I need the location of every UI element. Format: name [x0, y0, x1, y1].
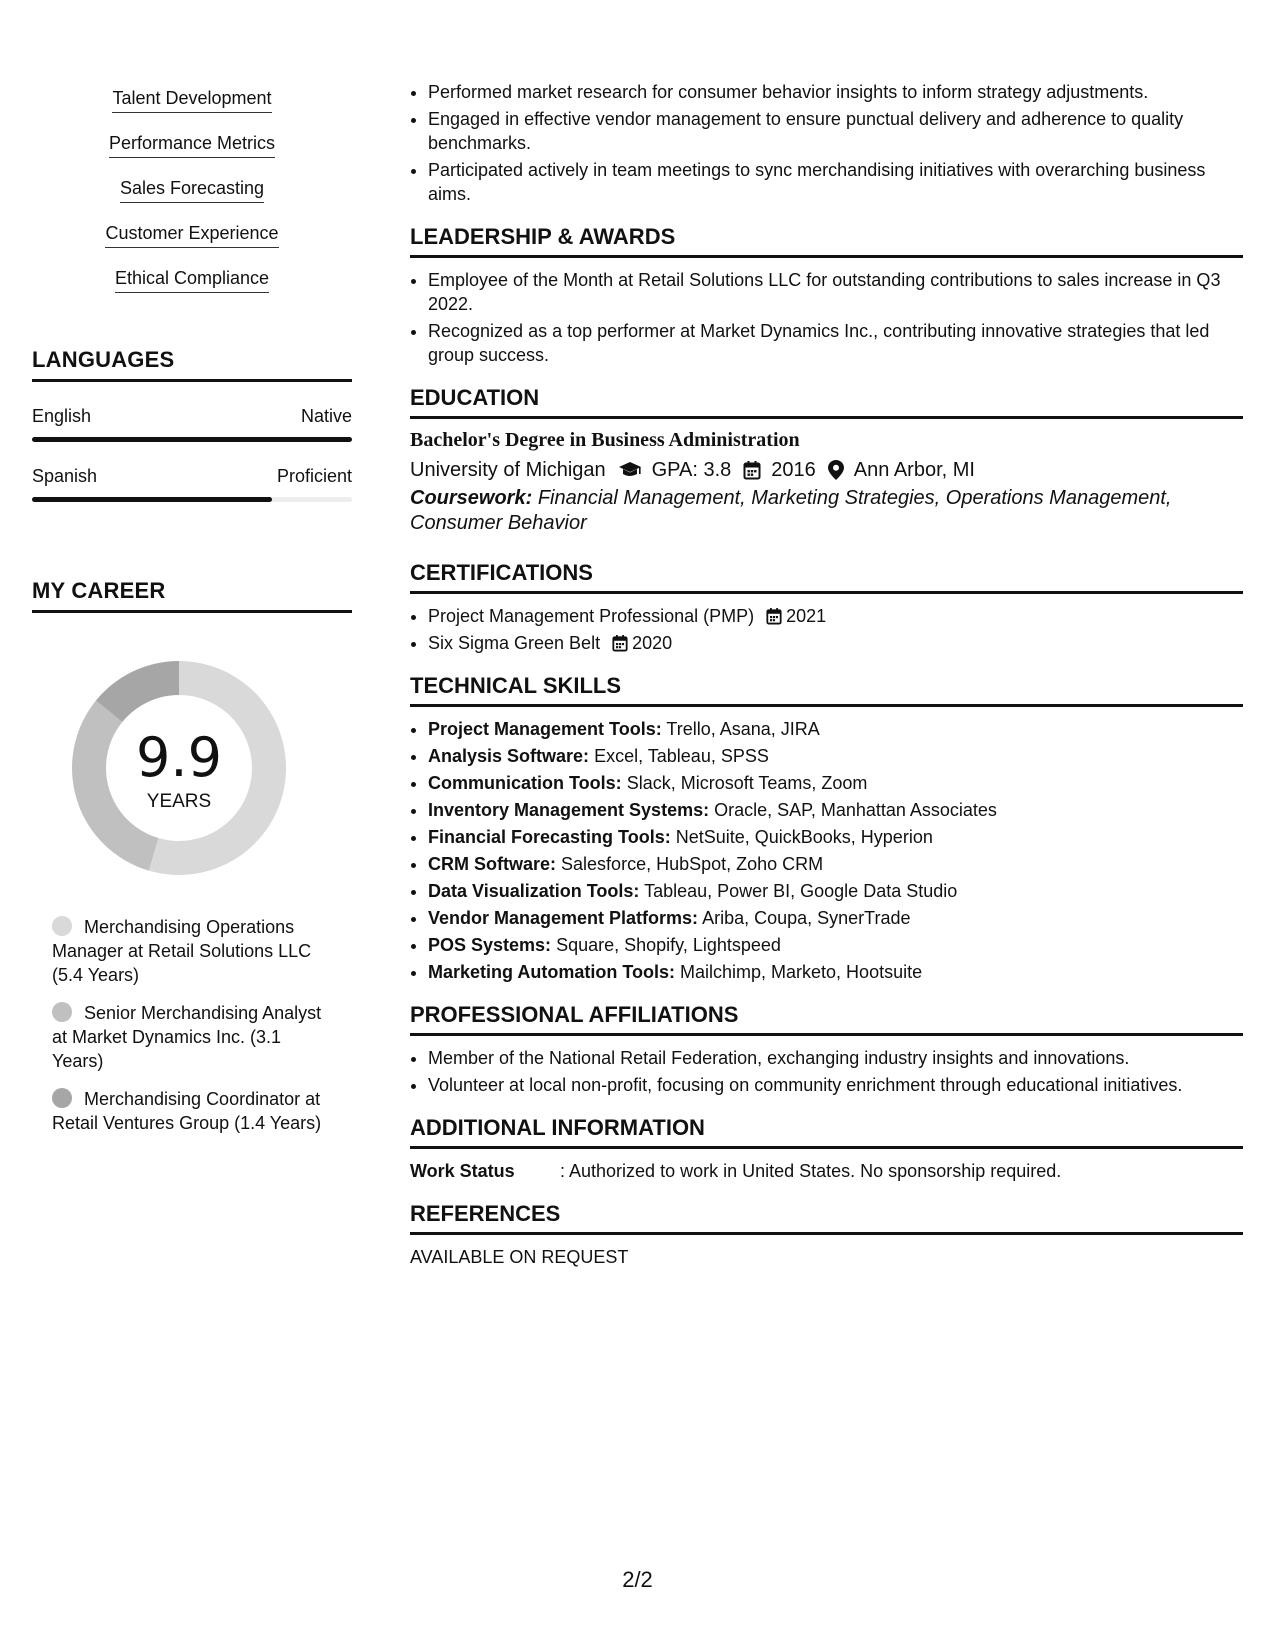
additional-info-section — [410, 1115, 1243, 1183]
career-legend — [32, 915, 352, 1135]
work-status-value: : Authorized to work in United States. No sponsorship required. — [560, 1161, 1062, 1181]
school-name: University of Michigan — [410, 459, 606, 481]
career-legend-text: Merchandising Operations Manager at Retail Solutions LLC (5.4 Years) — [52, 917, 312, 985]
language-item — [32, 466, 352, 502]
sidebar — [32, 82, 352, 1149]
work-status-row — [410, 1159, 1243, 1183]
references-section — [410, 1201, 1243, 1269]
skill-tag: Ethical Compliance — [115, 268, 269, 293]
skill-category: Project Management Tools: — [428, 719, 662, 739]
skill-category: Vendor Management Platforms: — [428, 908, 699, 928]
technical-skill-item — [428, 906, 1243, 930]
skill-category: Marketing Automation Tools: — [428, 962, 675, 982]
education-details — [410, 456, 1243, 484]
experience-bullet: • Engaged in effective vendor management to ensure punctual delivery and adherence to quality benchmarks. — [428, 107, 1243, 155]
certifications-heading: CERTIFICATIONS — [410, 560, 1243, 594]
school-location: Ann Arbor, MI — [853, 459, 975, 481]
certification-name: Project Management Professional (PMP) — [428, 606, 755, 626]
technical-skills-heading: TECHNICAL SKILLS — [410, 673, 1243, 707]
career-legend-text: Merchandising Coordinator at Retail Ventures Group (1.4 Years) — [52, 1089, 322, 1133]
technical-skill-item — [428, 798, 1243, 822]
additional-info-heading: ADDITIONAL INFORMATION — [410, 1115, 1243, 1149]
skill-tag: Talent Development — [112, 88, 271, 113]
skill-tools: Salesforce, HubSpot, Zoho CRM — [561, 854, 824, 874]
affiliation-item: • Volunteer at local non-profit, focusing on community enrichment through educational initiatives. — [428, 1073, 1243, 1097]
leadership-section — [410, 224, 1243, 367]
experience-bullets — [410, 80, 1243, 206]
skill-category: Analysis Software: — [428, 746, 590, 766]
language-level: Native — [300, 406, 352, 426]
skill-tools: Square, Shopify, Lightspeed — [556, 935, 781, 955]
references-heading: REFERENCES — [410, 1201, 1243, 1235]
calendar-icon — [743, 460, 761, 480]
affiliations-section — [410, 1002, 1243, 1097]
leadership-item: • Employee of the Month at Retail Solutions LLC for outstanding contributions to sales increase in Q3 2022. — [428, 268, 1243, 316]
technical-skill-item — [428, 744, 1243, 768]
skill-tag: Performance Metrics — [109, 133, 275, 158]
skill-tag: Sales Forecasting — [120, 178, 264, 203]
skill-tools: Tableau, Power BI, Google Data Studio — [644, 881, 958, 901]
skill-category: POS Systems: — [428, 935, 552, 955]
skill-tools: Oracle, SAP, Manhattan Associates — [714, 800, 997, 820]
language-name: English — [32, 406, 92, 426]
career-total-years: 9.9 — [136, 726, 222, 789]
technical-skill-item — [428, 852, 1243, 876]
skill-list — [32, 82, 352, 307]
language-bar-fill — [32, 437, 352, 442]
coursework — [410, 486, 1243, 536]
coursework-label: Coursework: — [410, 487, 533, 509]
skill-tag: Customer Experience — [105, 223, 278, 248]
career-total-unit: YEARS — [146, 791, 212, 812]
language-bar-fill — [32, 497, 272, 502]
graduation-cap-icon — [618, 461, 642, 479]
language-bar — [32, 437, 352, 442]
certifications-section — [410, 560, 1243, 655]
skill-category: Data Visualization Tools: — [428, 881, 640, 901]
skill-category: Communication Tools: — [428, 773, 622, 793]
career-heading: MY CAREER — [32, 578, 352, 613]
technical-skill-item — [428, 879, 1243, 903]
affiliation-item: • Member of the National Retail Federation, exchanging industry insights and innovations. — [428, 1046, 1243, 1070]
language-bar — [32, 497, 352, 502]
legend-dot-icon — [52, 916, 72, 936]
work-status-label: Work Status — [410, 1161, 515, 1181]
technical-skill-item — [428, 933, 1243, 957]
skill-category: CRM Software: — [428, 854, 557, 874]
location-pin-icon — [828, 460, 844, 480]
leadership-heading: LEADERSHIP & AWARDS — [410, 224, 1243, 258]
legend-dot-icon — [52, 1002, 72, 1022]
experience-bullet: • Participated actively in team meetings to sync merchandising initiatives with overarching business aims. — [428, 158, 1243, 206]
page-number: 2/2 — [622, 1567, 653, 1592]
references-text: AVAILABLE ON REQUEST — [410, 1247, 629, 1267]
education-section — [410, 385, 1243, 536]
affiliations-heading: PROFESSIONAL AFFILIATIONS — [410, 1002, 1243, 1036]
skill-tools: Ariba, Coupa, SynerTrade — [702, 908, 911, 928]
certification-item — [428, 631, 1243, 655]
technical-skill-item — [428, 960, 1243, 984]
languages-heading: LANGUAGES — [32, 347, 352, 382]
certification-year: 2021 — [786, 606, 827, 626]
certification-year: 2020 — [632, 633, 673, 653]
technical-skill-item — [428, 717, 1243, 741]
calendar-icon — [766, 607, 782, 625]
technical-skills-section — [410, 673, 1243, 984]
gpa: GPA: 3.8 — [651, 459, 732, 481]
skill-category: Inventory Management Systems: — [428, 800, 710, 820]
main-column — [410, 80, 1243, 1269]
career-legend-text: Senior Merchandising Analyst at Market Dynamics Inc. (3.1 Years) — [52, 1003, 322, 1071]
certification-item — [428, 604, 1243, 628]
language-name: Spanish — [32, 466, 98, 486]
career-legend-item — [52, 915, 332, 987]
skill-tools: Excel, Tableau, SPSS — [594, 746, 769, 766]
experience-bullet: • Performed market research for consumer behavior insights to inform strategy adjustments. — [428, 80, 1243, 104]
language-item — [32, 406, 352, 442]
skill-tools: Slack, Microsoft Teams, Zoom — [626, 773, 868, 793]
technical-skill-item — [428, 771, 1243, 795]
skill-category: Financial Forecasting Tools: — [428, 827, 671, 847]
legend-dot-icon — [52, 1088, 72, 1108]
career-legend-item — [52, 1001, 332, 1073]
language-level: Proficient — [276, 466, 352, 486]
skill-tools: Mailchimp, Marketo, Hootsuite — [680, 962, 923, 982]
coursework-list: Financial Management, Marketing Strategies, Operations Management, Consumer Behavior — [410, 487, 1172, 534]
skill-tools: Trello, Asana, JIRA — [666, 719, 820, 739]
leadership-item: • Recognized as a top performer at Market Dynamics Inc., contributing innovative strategies that led group success. — [428, 319, 1243, 367]
career-donut-chart — [66, 655, 292, 881]
technical-skill-item — [428, 825, 1243, 849]
skill-tools: NetSuite, QuickBooks, Hyperion — [675, 827, 933, 847]
calendar-icon — [612, 634, 628, 652]
degree-title: Bachelor's Degree in Business Administration — [410, 429, 800, 451]
certification-name: Six Sigma Green Belt — [428, 633, 601, 653]
graduation-year: 2016 — [771, 459, 816, 481]
education-heading: EDUCATION — [410, 385, 1243, 419]
career-legend-item — [52, 1087, 332, 1135]
